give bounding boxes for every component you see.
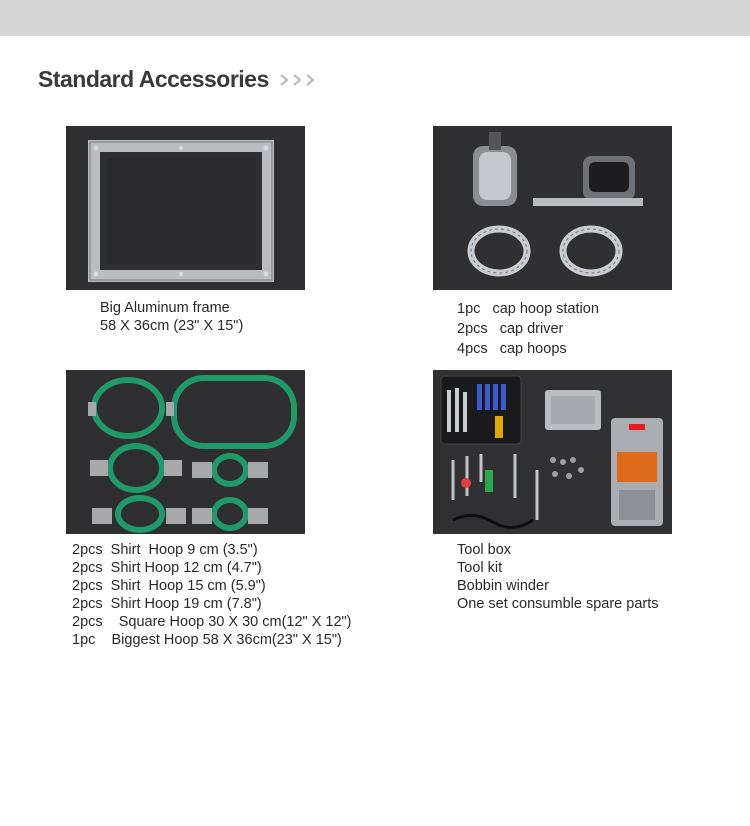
chevron-right-icon <box>279 73 291 87</box>
caption-line: 1pc cap hoop station <box>457 301 599 317</box>
caption-line: 2pcs Shirt Hoop 19 cm (7.8") <box>72 596 262 612</box>
aluminum-frame-photo <box>66 126 305 290</box>
caption-line: Bobbin winder <box>457 578 549 594</box>
aluminum-frame-caption <box>100 299 243 335</box>
tool-kit-caption <box>457 541 659 613</box>
chevron-group <box>279 73 317 87</box>
caption-line: 2pcs Shirt Hoop 9 cm (3.5") <box>72 542 258 558</box>
cap-hoop-caption <box>457 299 599 359</box>
caption-line: 2pcs cap driver <box>457 321 564 337</box>
tool-kit-photo <box>433 370 672 534</box>
top-banner-bar <box>0 0 750 36</box>
section-title: Standard Accessories <box>38 66 269 92</box>
shirt-hoops-caption <box>72 541 352 649</box>
caption-line: 58 X 36cm (23" X 15") <box>100 318 244 334</box>
caption-line: One set consumble spare parts <box>457 596 659 612</box>
caption-line: 1pc Biggest Hoop 58 X 36cm(23" X 15") <box>72 632 342 648</box>
caption-line: 4pcs cap hoops <box>457 341 567 357</box>
chevron-right-icon <box>305 73 317 87</box>
caption-line: 2pcs Shirt Hoop 15 cm (5.9") <box>72 578 266 594</box>
chevron-right-icon <box>292 73 304 87</box>
shirt-hoops-photo <box>66 370 305 534</box>
caption-line: Tool box <box>457 542 512 558</box>
caption-line: 2pcs Shirt Hoop 12 cm (4.7") <box>72 560 262 576</box>
section-heading <box>38 66 317 93</box>
caption-line: Tool kit <box>457 560 503 576</box>
caption-line: Big Aluminum frame <box>100 300 230 316</box>
caption-line: 2pcs Square Hoop 30 X 30 cm(12" X 12") <box>72 614 352 630</box>
cap-hoop-station-photo <box>433 126 672 290</box>
